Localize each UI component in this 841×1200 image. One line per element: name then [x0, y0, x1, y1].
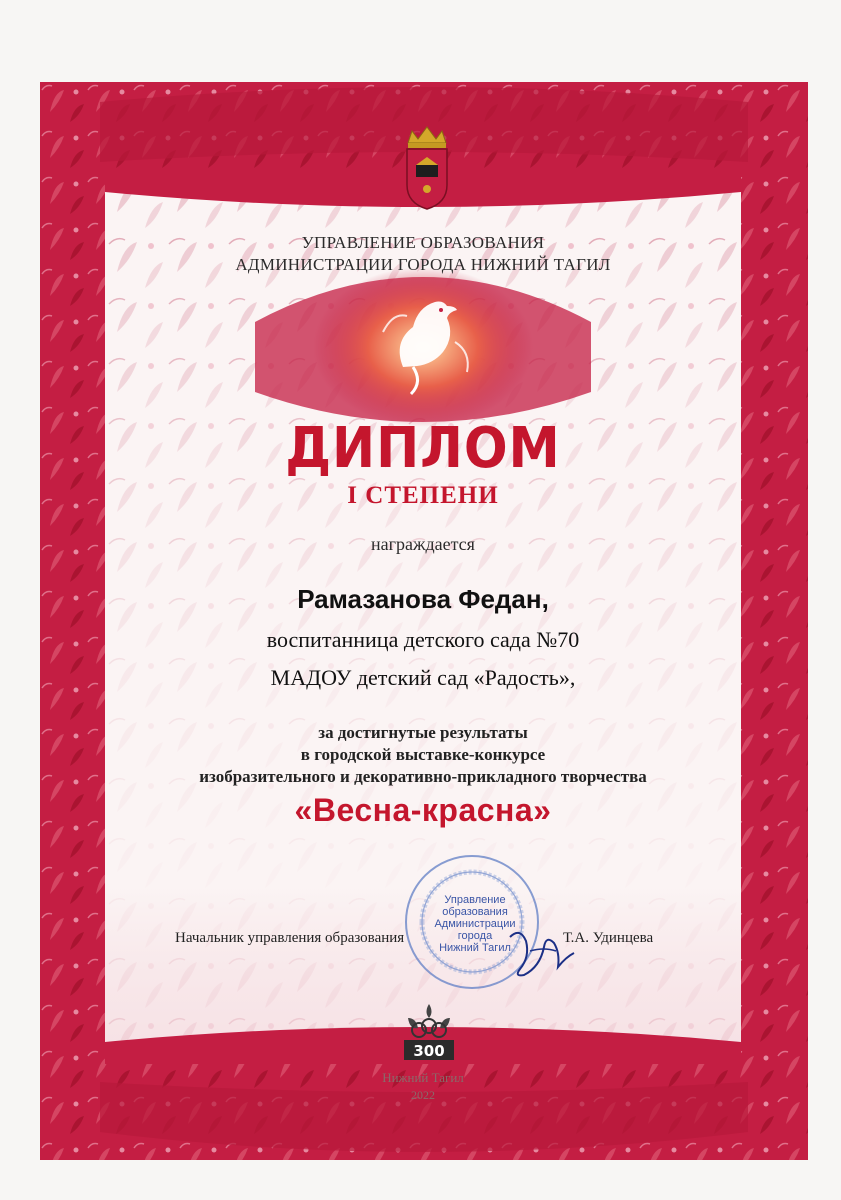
- stamp-line-5: Нижний Тагил: [439, 942, 511, 954]
- jubilee-number: 300: [413, 1042, 445, 1060]
- footer-year: 2022: [411, 1088, 435, 1102]
- issuing-organization: [105, 232, 741, 276]
- award-reason: [105, 722, 741, 788]
- footer-city: Нижний Тагил: [382, 1070, 464, 1085]
- jubilee-emblem: [398, 1000, 460, 1064]
- stamp-line-4: города: [457, 930, 493, 942]
- org-line-1: УПРАВЛЕНИЕ ОБРАЗОВАНИЯ: [301, 233, 545, 252]
- awarded-label: награждается: [371, 534, 475, 554]
- diploma-panel: [105, 172, 741, 1102]
- city-coat-of-arms-icon: [402, 125, 452, 211]
- contest-name: «Весна-красна»: [294, 792, 552, 828]
- recipient-kindergarten: МАДОУ детский сад «Радость»,: [270, 665, 576, 690]
- stamp-line-3: Администрации: [434, 918, 516, 930]
- reason-line-1: за достигнутые результаты: [318, 723, 528, 742]
- signatory-position: Начальник управления образования: [175, 930, 405, 946]
- stamp-line-2: образования: [442, 906, 508, 918]
- recipient-institution: воспитанница детского сада №70: [266, 627, 580, 652]
- reason-line-2: в городской выставке-конкурсе: [300, 745, 546, 764]
- diploma-title: ДИПЛОМ: [285, 416, 561, 481]
- org-line-2: АДМИНИСТРАЦИИ ГОРОДА НИЖНИЙ ТАГИЛ: [235, 255, 611, 274]
- stamp-line-1: Управление: [444, 894, 506, 906]
- jubilee-icon: [398, 1000, 460, 1064]
- reason-line-3: изобразительного и декоративно-прикладного творчества: [199, 767, 647, 786]
- diploma-degree: I СТЕПЕНИ: [347, 482, 499, 509]
- signatory-name: Т.А. Удинцева: [563, 930, 654, 946]
- recipient-name: Рамазанова Федан,: [297, 584, 549, 614]
- handwritten-signature: [500, 917, 580, 987]
